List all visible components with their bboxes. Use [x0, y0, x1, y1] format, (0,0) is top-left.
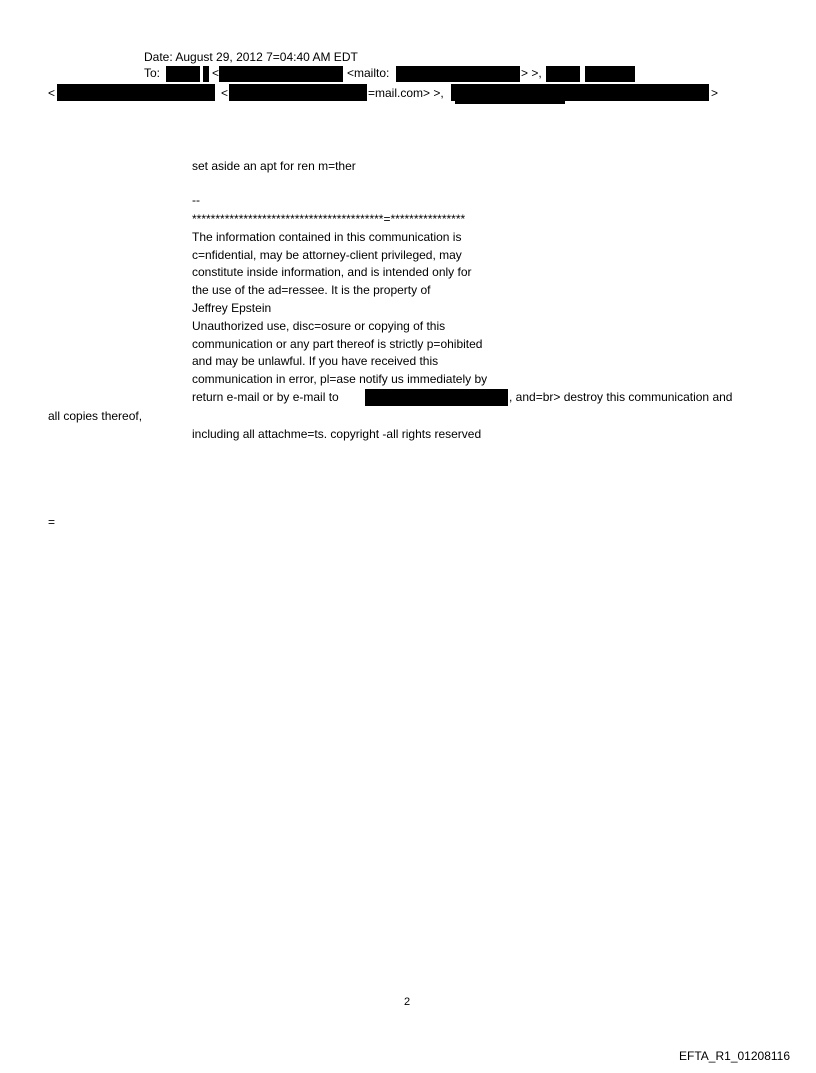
redaction-block: [57, 84, 215, 101]
to-line2-lt: <: [48, 86, 56, 100]
bates-number: EFTA_R1_01208116: [679, 1049, 790, 1063]
page-number: 2: [404, 996, 411, 1008]
wrap-line: all copies thereof,: [48, 409, 143, 423]
to-fragment-mailto: <mailto:: [347, 66, 390, 80]
redaction-block: [365, 389, 508, 406]
redaction-block: [203, 66, 209, 82]
disclaimer-line: and may be unlawful. If you have received this: [192, 354, 439, 368]
disclaimer-line: c=nfidential, may be attorney-client privileged, may: [192, 248, 462, 262]
to-fragment-close: > >,: [521, 66, 542, 80]
redaction-block: [546, 66, 580, 82]
signature-dashes: --: [192, 193, 200, 207]
disclaimer-line: communication in error, pl=ase notify us immediately by: [192, 372, 488, 386]
redaction-block: [166, 66, 200, 82]
disclaimer-line: Unauthorized use, disc=osure or copying of this: [192, 319, 446, 333]
to-line2-lt2: <: [221, 86, 229, 100]
redaction-block: [219, 66, 343, 82]
copyright-line: including all attachme=ts. copyright -all rights reserved: [192, 427, 482, 441]
redaction-block: [396, 66, 520, 82]
return-line-suffix: , and=br> destroy this communication and: [509, 390, 733, 404]
to-line2-gt: >: [711, 86, 719, 100]
redaction-block: [585, 66, 635, 82]
message-text: set aside an apt for ren m=ther: [192, 159, 356, 173]
trailing-equals: =: [48, 515, 56, 529]
signature-stars: *****************************************=****************: [192, 212, 466, 226]
redaction-block: [455, 98, 565, 104]
return-line-prefix: return e-mail or by e-mail to: [192, 390, 339, 404]
to-line2-mailcom: =mail.com> >,: [368, 86, 444, 100]
to-fragment-lt: <: [212, 66, 220, 80]
disclaimer-line: The information contained in this communication is: [192, 230, 462, 244]
disclaimer-line: communication or any part thereof is strictly p=ohibited: [192, 337, 483, 351]
redaction-block: [229, 84, 367, 101]
disclaimer-line: Jeffrey Epstein: [192, 301, 272, 315]
disclaimer-line: the use of the ad=ressee. It is the property of: [192, 283, 431, 297]
disclaimer-line: constitute inside information, and is intended only for: [192, 265, 472, 279]
date-line: Date: August 29, 2012 7=04:40 AM EDT: [144, 50, 358, 64]
to-label: To:: [144, 66, 161, 80]
